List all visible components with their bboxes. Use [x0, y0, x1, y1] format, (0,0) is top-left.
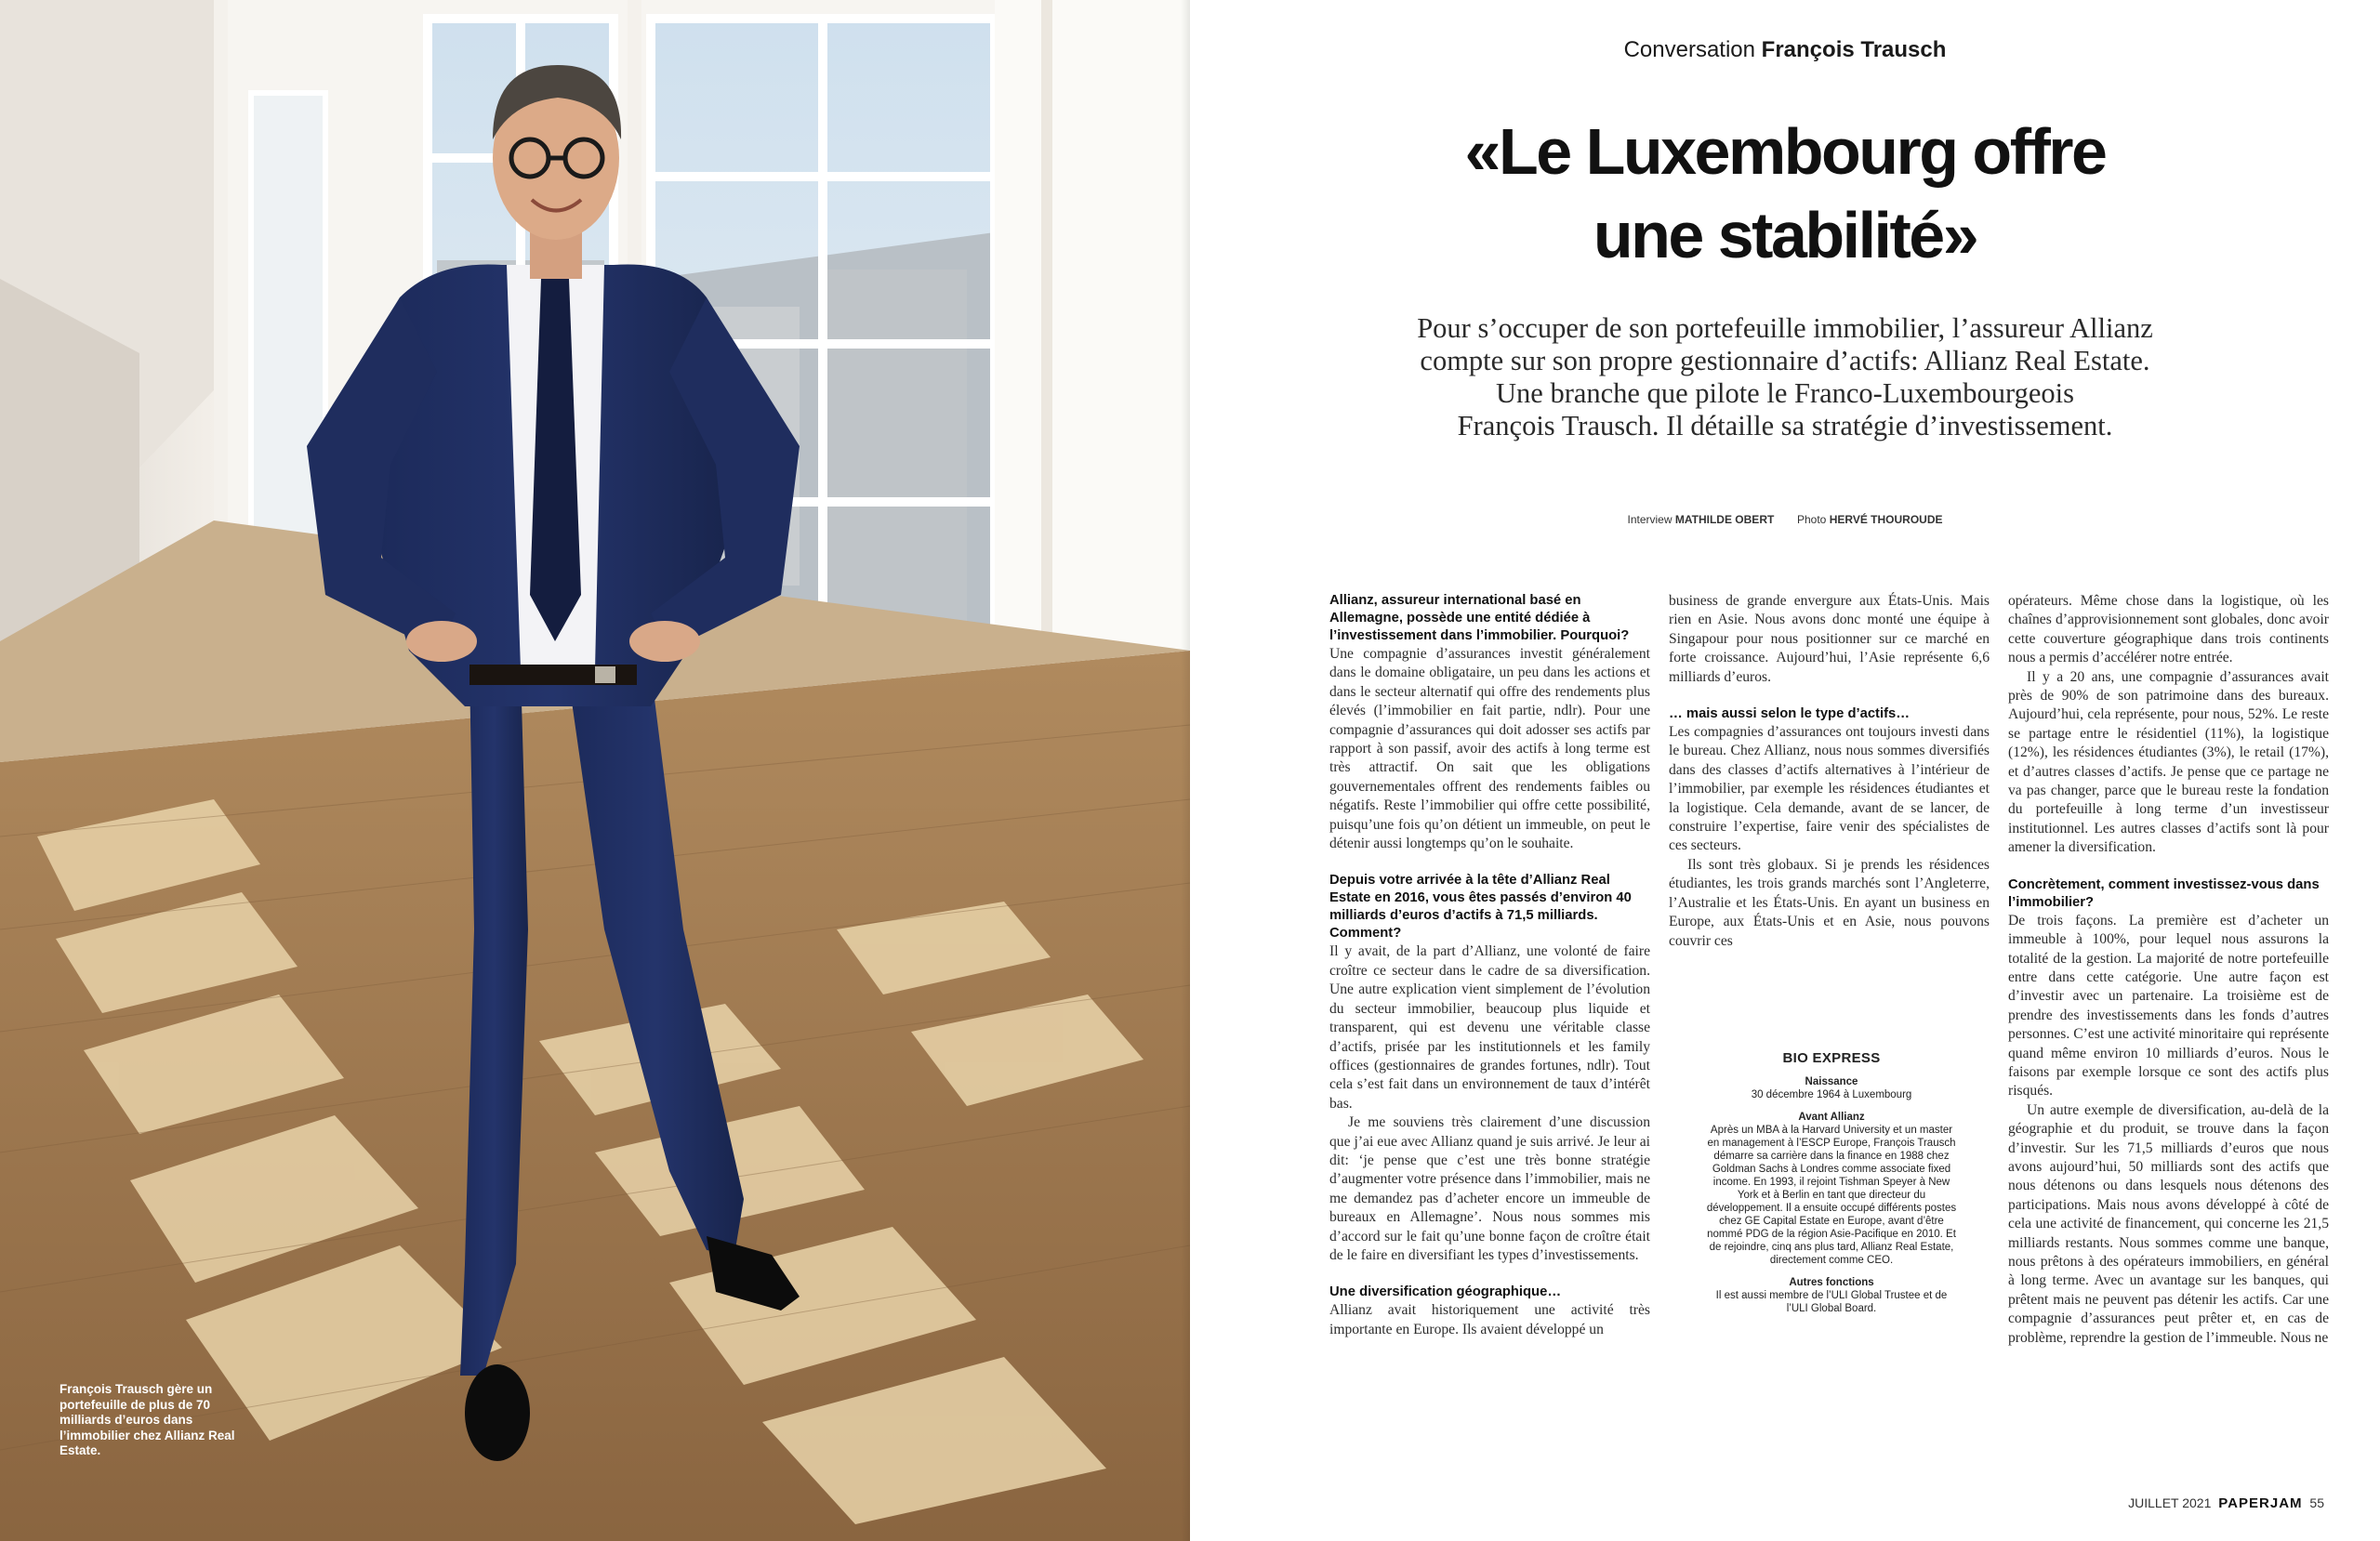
answer-paragraph: Les compagnies d’assurances ont toujours investi dans le bureau. Chez Allianz, nous nous sommes diversifiés dans des classes d’actifs alternatives à l’intérieur de l’immobilier, par exemple les résidences étudiantes et la logistique. Cela demande, avant de se lancer, de construire l’expertise, faire venir des spécialistes de ces secteurs.: [1669, 724, 1990, 854]
page-footer: [2128, 1495, 2324, 1511]
text-column-3: [2008, 592, 2329, 1348]
interview-question: Depuis votre arrivée à la tête d’Allianz Real Estate en 2016, vous êtes passés d’environ 40 milliards d’euros d’actifs à 71,5 milliards. Comment?: [1329, 873, 1632, 942]
interview-label: Interview: [1627, 513, 1673, 526]
interview-question: Allianz, assureur international basé en Allemagne, possède une entité dédiée à l’investissement dans l’immobilier. Pourquoi?: [1329, 593, 1630, 643]
answer-paragraph: Il y avait, de la part d’Allianz, une volonté de faire croître ce secteur dans le cadre de sa diversification. Une autre explication vient simplement de l’évolution du secteur immobilier, beaucoup plus liquide et transparent, qui est devenu une véritable classe d’actifs, prisée par les institutionnels et les family offices (gestionnaires de grandes fortunes, ndlr). Tout cela s’est fait dans un environnement de taux d’intérêt bas.: [1329, 943, 1650, 1112]
interview-question: … mais aussi selon le type d’actifs…: [1669, 706, 1911, 722]
answer-paragraph: Une compagnie d’assurances investit généralement dans le domaine obligataire, un peu dans les actions et dans le secteur alternatif qui offre des rendements plus élevés (l’immobilier en fait partie, ndlr). Pour une compagnie d’assurances qui doit adosser ses actifs par rapport à son passif, avoir des actifs à long terme est très attractif. On sait que les obligations gouvernementales offrent des rendements faibles ou négatifs. Reste l’immobilier qui offre cette possibilité, puisqu’une fois qu’on détient un immeuble, on peut le détenir aussi longtemps qu’on le souhaite.: [1329, 646, 1650, 852]
rubric-kicker: [1190, 37, 2380, 63]
answer-paragraph: opérateurs. Même chose dans la logistique, où les chaînes d’approvisionnement sont globales, donc avoir cette couverture géographique dans trois continents nous a permis d’accélérer notre entrée.: [2008, 593, 2329, 666]
bio-heading: Avant Allianz: [1798, 1112, 1865, 1123]
standfirst-line: Pour s’occuper de son portefeuille immobilier, l’assureur Allianz: [1417, 312, 2153, 344]
bio-text: 30 décembre 1964 à Luxembourg: [1751, 1089, 1912, 1100]
answer-paragraph: Ils sont très globaux. Si je prends les résidences étudiantes, les trois grands marchés sont l’Angleterre, l’Australie et les États-Unis. En ayant un business en Europe, aux États-Unis et en Asie, nous pouvons couvrir ces: [1669, 856, 1990, 949]
bio-heading: Naissance: [1805, 1076, 1858, 1087]
answer-paragraph: De trois façons. La première est d’acheter un immeuble à 100%, pour lequel nous assurons la totalité de la gestion. La majorité de notre portefeuille entre dans cette catégorie. Une autre façon est d’investir avec un partenaire. La troisième est de prendre des investissements dans les fonds d’autres personnes. C’est une activité minoritaire qui représente quand même environ 10 milliards d’euros. Nous le faisons par exemple lorsque ce sont des actifs plus risqués.: [2008, 912, 2329, 1100]
bio-title: BIO EXPRESS: [1782, 1050, 1881, 1066]
answer-paragraph: Je me souviens très clairement d’une discussion que j’ai eue avec Allianz quand je suis arrivé. Je leur ai dit: ‘je pense que c’est une très bonne stratégie d’augmenter votre présence dans l’immobilier, mais ne me demandez pas d’acheter encore un immeuble de bureaux en Allemagne’. Nous nous sommes mis d’accord sur le fait qu’une bonne façon de croître était de le faire en diversifiant les types d’investissements.: [1329, 1114, 1650, 1263]
bio-express-box: [1706, 1050, 1957, 1315]
bio-text: Après un MBA à la Harvard University et un master en management à l’ESCP Europe, François Trausch démarre sa carrière dans la finance en 1988 chez Goldman Sachs à Londres comme associate fixed income. En 1993, il rejoint Tishman Speyer à New York et à Berlin en tant que directeur du développement. Il a ensuite occupé différents postes chez GE Capital Estate en Europe, avant d’être nommé PDG de la région Asie-Pacifique en 2010. Et de rejoindre, cinq ans plus tard, Allianz Real Estate, directement comme CEO.: [1706, 1125, 1957, 1266]
standfirst-line: compte sur son propre gestionnaire d’actifs: Allianz Real Estate.: [1420, 345, 2150, 376]
bio-text: Il est aussi membre de l’ULI Global Trustee et de l’ULI Global Board.: [1715, 1290, 1948, 1314]
standfirst-line: Une branche que pilote le Franco-Luxembourgeois: [1496, 377, 2074, 409]
byline-credits: [1190, 513, 2380, 526]
bio-heading: Autres fonctions: [1789, 1277, 1874, 1288]
magazine-name: PAPERJAM: [2218, 1495, 2303, 1511]
kicker-name: François Trausch: [1761, 37, 1947, 62]
article-headline: [1190, 110, 2380, 277]
issue-date: JUILLET 2021: [2128, 1495, 2212, 1510]
interview-question: Une diversification géographique…: [1329, 1284, 1562, 1300]
standfirst-line: François Trausch. Il détaille sa stratégie d’investissement.: [1457, 410, 2113, 441]
article-page: [1190, 0, 2380, 1541]
page-number: 55: [2309, 1495, 2324, 1510]
answer-paragraph: Un autre exemple de diversification, au-delà de la géographie et du produit, se trouve dans la façon d’investir. Sur les 71,5 milliards d’euros que nous avons aujourd’hui, 50 milliards sont des actifs que nous détenons ou dans lesquels nous détenons des participations. Mais nous avons développé à côté de cela une activité de financement, qui concerne les 21,5 milliards restants. Nous sommes comme une banque, nous prêtons à des opérateurs immobiliers, en général à long terme. Avec un avantage sur les banques, qui prêtent mais ne peuvent pas détenir les actifs. Car une compagnie d’assurances peut prêter et, en cas de problème, reprendre la gestion de l’immeuble. Nous ne: [2008, 1101, 2329, 1346]
kicker-prefix: Conversation: [1623, 37, 1755, 62]
photo-name: HERVÉ THOUROUDE: [1829, 513, 1943, 526]
headline-line-1: «Le Luxembourg offre: [1464, 115, 2106, 188]
text-column-1: [1329, 592, 1650, 1339]
standfirst: [1264, 312, 2306, 442]
interview-name: MATHILDE OBERT: [1674, 513, 1775, 526]
interview-question: Concrètement, comment investissez-vous dans l’immobilier?: [2008, 876, 2320, 910]
answer-paragraph: Allianz avait historiquement une activité très importante en Europe. Ils avaient développé un: [1329, 1302, 1650, 1337]
answer-paragraph: Il y a 20 ans, une compagnie d’assurances avait près de 90% de son patrimoine dans des bureaux. Aujourd’hui, cela représente, pour nous, 52%. Le reste se partage entre le résidentiel (11%), la logistique (12%), les résidences étudiantes (3%), le retail (17%), et d’autres classes d’actifs. Je pense que ce partage ne va pas changer, parce que le bureau reste la fondation du portefeuille à long terme d’un investisseur institutionnel. Les autres classes d’actifs sont là pour amener la diversification.: [2008, 668, 2329, 856]
headline-line-2: une stabilité»: [1593, 199, 1977, 271]
answer-paragraph: business de grande envergure aux États-Unis. Mais rien en Asie. Nous avons donc monté une équipe à Singapour pour nous positionner sur ce marché en forte croissance. Aujourd’hui, l’Asie représente 6,6 milliards d’euros.: [1669, 593, 1990, 685]
photo-label: Photo: [1797, 513, 1827, 526]
text-column-2: [1669, 592, 1990, 951]
photo-caption: François Trausch gère un portefeuille de plus de 70 milliards d’euros dans l’immobilier chez Allianz Real Estate.: [60, 1382, 235, 1457]
